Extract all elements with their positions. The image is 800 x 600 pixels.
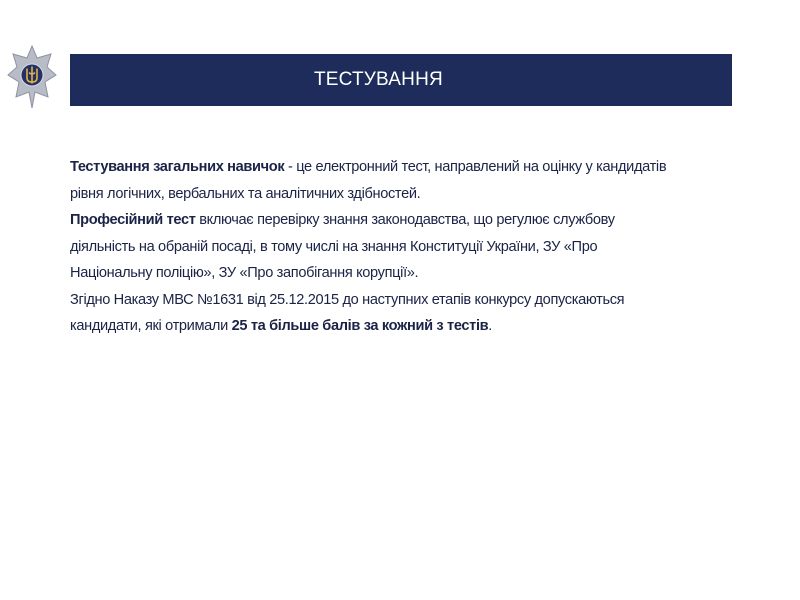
testing-description [70, 154, 750, 340]
line-text: включає перевірку знання законодавства, що регулює службову [195, 212, 615, 228]
line-text: діяльність на обраній посаді, в тому числі на знання Конституції України, ЗУ «Про [70, 238, 598, 255]
line-text: Згідно Наказу МВС №1631 від 25.12.2015 до наступних етапів конкурсу допускаються [70, 291, 625, 308]
paragraph-line [70, 207, 750, 234]
paragraph-line [70, 154, 750, 181]
general-skills-term: Тестування загальних навичок [70, 159, 285, 175]
police-badge-logo [4, 40, 60, 114]
line-text: рівня логічних, вербальних та аналітичних здібностей. [70, 185, 421, 202]
paragraph-line [70, 287, 750, 314]
paragraph-line [70, 313, 750, 340]
passing-score-text: 25 та більше балів за кожний з тестів [231, 318, 489, 334]
line-text: кандидати, які отримали [70, 318, 232, 334]
line-text: - це електронний тест, направлений на оцінку у кандидатів [284, 159, 667, 175]
paragraph-line [70, 234, 750, 261]
paragraph-line [70, 181, 750, 208]
paragraph-line [70, 260, 750, 287]
police-star-badge-icon [4, 40, 60, 114]
line-text: . [488, 318, 493, 334]
page-title: ТЕСТУВАННЯ [314, 69, 443, 90]
title-bar [70, 54, 732, 106]
line-text: Національну поліцію», ЗУ «Про запобігання корупції». [70, 265, 419, 281]
professional-test-term: Професійний тест [70, 212, 196, 228]
